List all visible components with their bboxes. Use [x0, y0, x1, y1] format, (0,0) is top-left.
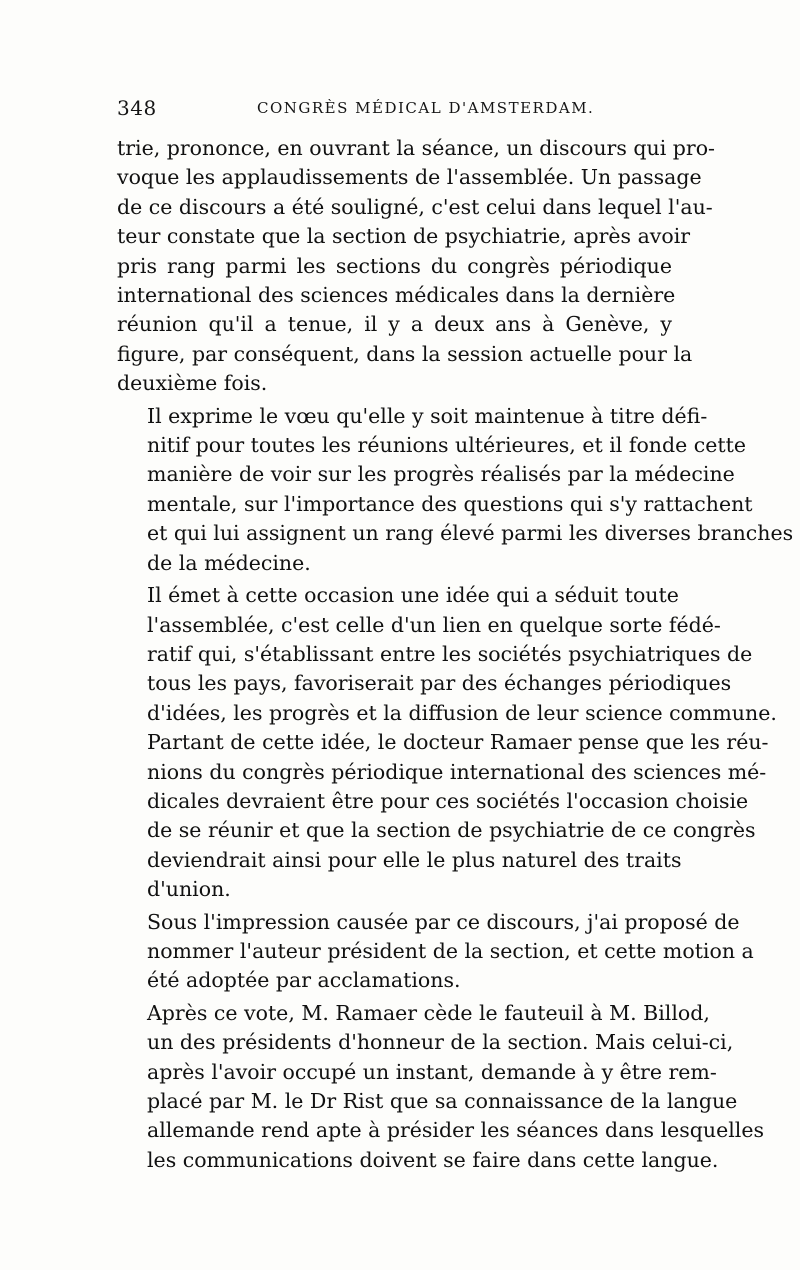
text-line: un des présidents d'honneur de la section. Mais celui-ci,: [147, 1030, 734, 1055]
text-line: mentale, sur l'importance des questions qui s'y rattachent: [147, 491, 753, 516]
text-line: tous les pays, favoriserait par des échanges périodiques: [147, 671, 732, 696]
text-line: placé par M. le Dr Rist que sa connaissance de la langue: [147, 1089, 738, 1113]
text-line: nommer l'auteur président de la section, et cette motion a: [147, 938, 754, 963]
text-line: Il exprime le vœu qu'elle y soit maintenue à titre défi-: [147, 403, 708, 428]
running-title: CONGRÈS MÉDICAL D'AMSTERDAM.: [257, 99, 595, 117]
text-line: pris rang parmi les sections du congrès périodique: [117, 253, 672, 278]
text-line: ratif qui, s'établissant entre les sociétés psychiatriques de: [147, 641, 753, 666]
text-line: de se réunir et que la section de psychiatrie de ce congrès: [147, 818, 756, 843]
body-text: [117, 134, 794, 1175]
text-line: et qui lui assignent un rang élevé parmi les diverses branches: [147, 521, 794, 546]
text-line: Sous l'impression causée par ce discours, j'ai proposé de: [147, 909, 740, 934]
text-line: réunion qu'il a tenue, il y a deux ans à Genève, y: [117, 312, 672, 337]
text-line: allemande rend apte à présider les séances dans lesquelles: [147, 1118, 765, 1143]
text-line: voque les applaudissements de l'assemblée. Un passage: [117, 165, 702, 190]
text-line: d'idées, les progrès et la diffusion de leur science commune.: [147, 700, 777, 725]
paragraph: [117, 581, 777, 904]
text-line: Après ce vote, M. Ramaer cède le fauteuil à M. Billod,: [147, 1000, 710, 1025]
text-line: nions du congrès périodique international des sciences mé-: [147, 759, 767, 784]
text-line: manière de voir sur les progrès réalisés par la médecine: [147, 462, 735, 487]
paragraph: [117, 999, 765, 1175]
text-line: figure, par conséquent, dans la session actuelle pour la: [117, 341, 693, 366]
text-line: nitif pour toutes les réunions ultérieures, et il fonde cette: [147, 433, 746, 458]
text-line: deuxième fois.: [117, 371, 268, 396]
text-line: teur constate que la section de psychiatrie, après avoir: [117, 224, 691, 249]
text-line: deviendrait ainsi pour elle le plus naturel des traits: [147, 847, 682, 872]
text-line: Partant de cette idée, le docteur Ramaer pense que les réu-: [147, 730, 769, 755]
text-line: été adoptée par acclamations.: [147, 968, 461, 993]
text-line: de la médecine.: [147, 550, 311, 575]
page-number: 348: [117, 96, 157, 120]
text-line: de ce discours a été souligné, c'est celui dans lequel l'au-: [117, 194, 713, 219]
text-line: l'assemblée, c'est celle d'un lien en quelque sorte fédé-: [147, 612, 721, 637]
text-line: les communications doivent se faire dans cette langue.: [147, 1147, 719, 1172]
paragraph: [117, 908, 754, 996]
text-line: Il émet à cette occasion une idée qui a séduit toute: [147, 583, 679, 608]
text-line: dicales devraient être pour ces sociétés l'occasion choisie: [147, 788, 749, 813]
page-header: [117, 96, 672, 126]
paragraph: [117, 134, 715, 399]
text-line: international des sciences médicales dans la dernière: [117, 283, 676, 308]
text-line: trie, prononce, en ouvrant la séance, un discours qui pro-: [117, 136, 715, 160]
paragraph: [117, 402, 794, 578]
text-line: d'union.: [147, 877, 231, 902]
text-line: après l'avoir occupé un instant, demande à y être rem-: [147, 1059, 717, 1084]
